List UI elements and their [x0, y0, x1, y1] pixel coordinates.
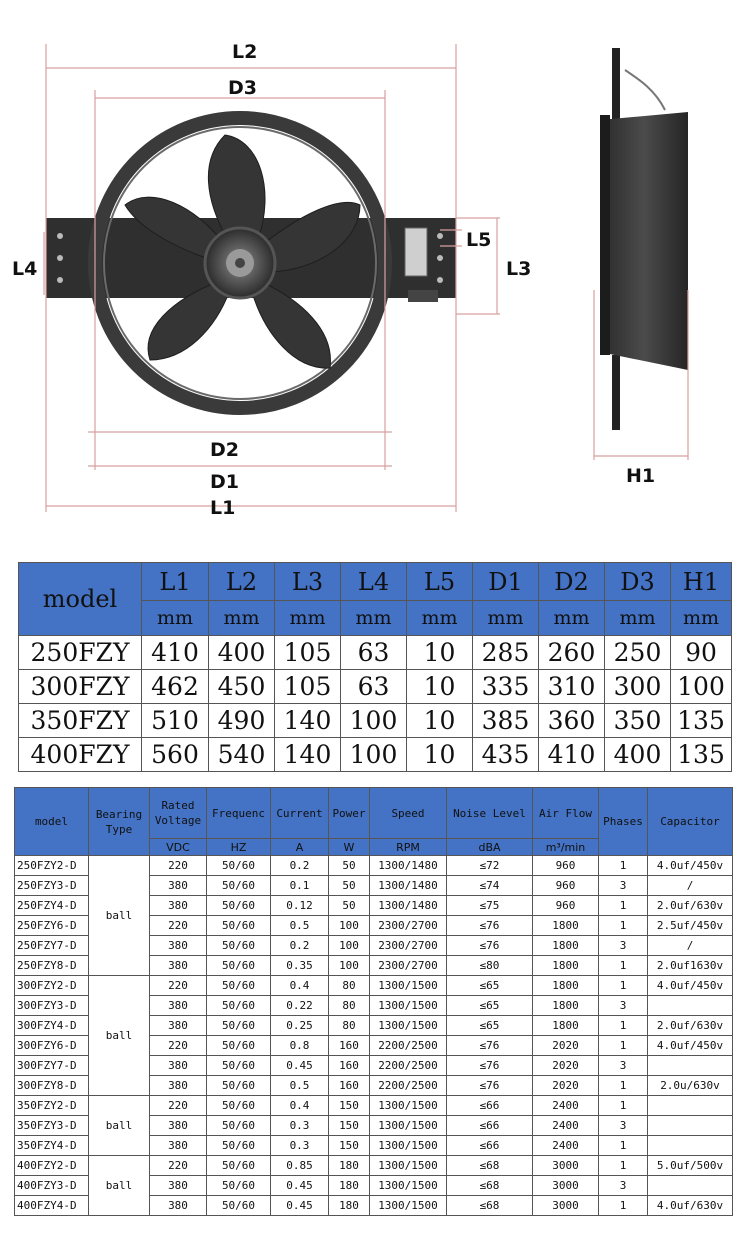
dimensions-table: [18, 562, 732, 772]
spec-value-cell: 3: [599, 1176, 648, 1196]
spec-value-cell: 220: [150, 1036, 207, 1056]
spec-value-cell: 380: [150, 956, 207, 976]
spec-value-cell: ≤76: [447, 936, 533, 956]
dim-value-cell: 105: [275, 636, 341, 670]
spec-value-cell: 4.0uf/450v: [648, 1036, 733, 1056]
spec-value-cell: 1300/1480: [370, 896, 447, 916]
spec-value-cell: 2200/2500: [370, 1076, 447, 1096]
dim-value-cell: 10: [407, 704, 473, 738]
spec-value-cell: 0.85: [271, 1156, 329, 1176]
spec-value-cell: 50/60: [207, 976, 271, 996]
spec-value-cell: 1300/1500: [370, 1016, 447, 1036]
spec-value-cell: 3000: [533, 1196, 599, 1216]
spec-value-cell: 180: [329, 1196, 370, 1216]
dim-value-cell: 300: [605, 670, 671, 704]
spec-value-cell: 0.4: [271, 1096, 329, 1116]
spec-value-cell: ≤66: [447, 1116, 533, 1136]
spec-value-cell: ≤65: [447, 976, 533, 996]
spec-value-cell: 380: [150, 876, 207, 896]
spec-value-cell: 960: [533, 896, 599, 916]
spec-bearing-cell: ball: [89, 856, 150, 976]
spec-unit-current: A: [271, 839, 329, 856]
spec-model-cell: 400FZY3-D: [15, 1176, 89, 1196]
dim-value-cell: 90: [671, 636, 732, 670]
dim-col-header-l4: L4: [341, 563, 407, 601]
dim-col-header-l2: L2: [209, 563, 275, 601]
dim-value-cell: 435: [473, 738, 539, 772]
spec-model-cell: 350FZY4-D: [15, 1136, 89, 1156]
spec-table-row: [15, 1096, 733, 1116]
spec-value-cell: 50/60: [207, 876, 271, 896]
spec-value-cell: 2400: [533, 1136, 599, 1156]
dim-value-cell: 540: [209, 738, 275, 772]
spec-value-cell: 150: [329, 1136, 370, 1156]
spec-value-cell: 380: [150, 1136, 207, 1156]
dim-unit-d2: mm: [539, 601, 605, 636]
dim-value-cell: 135: [671, 738, 732, 772]
label-L2: L2: [232, 41, 258, 63]
spec-value-cell: 1300/1480: [370, 876, 447, 896]
spec-value-cell: ≤66: [447, 1096, 533, 1116]
dim-value-cell: 385: [473, 704, 539, 738]
spec-value-cell: 2300/2700: [370, 936, 447, 956]
spec-value-cell: [648, 1176, 733, 1196]
spec-value-cell: 80: [329, 1016, 370, 1036]
spec-model-cell: 250FZY8-D: [15, 956, 89, 976]
dim-value-cell: 10: [407, 636, 473, 670]
dim-value-cell: 310: [539, 670, 605, 704]
dim-unit-l4: mm: [341, 601, 407, 636]
spec-value-cell: 0.3: [271, 1136, 329, 1156]
dim-col-header-h1: H1: [671, 563, 732, 601]
dim-value-cell: 100: [671, 670, 732, 704]
spec-header-airflow: Air Flow: [533, 788, 599, 839]
spec-value-cell: ≤76: [447, 1036, 533, 1056]
dim-value-cell: 250: [605, 636, 671, 670]
spec-value-cell: 180: [329, 1176, 370, 1196]
dim-value-cell: 350: [605, 704, 671, 738]
terminal-block: [405, 228, 427, 276]
spec-value-cell: 3000: [533, 1176, 599, 1196]
spec-value-cell: 3: [599, 936, 648, 956]
dim-col-header-l1: L1: [142, 563, 209, 601]
dim-unit-d3: mm: [605, 601, 671, 636]
spec-value-cell: 1800: [533, 976, 599, 996]
spec-header-voltage: Rated Voltage: [150, 788, 207, 839]
spec-value-cell: 100: [329, 916, 370, 936]
spec-value-cell: 50/60: [207, 916, 271, 936]
spec-bearing-cell: ball: [89, 1156, 150, 1216]
spec-model-cell: 350FZY2-D: [15, 1096, 89, 1116]
spec-value-cell: 2020: [533, 1036, 599, 1056]
dim-value-cell: 100: [341, 704, 407, 738]
spec-value-cell: 1: [599, 856, 648, 876]
dim-col-header-l3: L3: [275, 563, 341, 601]
spec-value-cell: 220: [150, 856, 207, 876]
dim-value-cell: 400: [605, 738, 671, 772]
spec-value-cell: ≤65: [447, 1016, 533, 1036]
dim-model-cell: 250FZY: [19, 636, 142, 670]
spec-header-noise: Noise Level: [447, 788, 533, 839]
spec-value-cell: 1: [599, 976, 648, 996]
dim-value-cell: 450: [209, 670, 275, 704]
dim-value-cell: 510: [142, 704, 209, 738]
spec-value-cell: 1: [599, 956, 648, 976]
dim-model-cell: 400FZY: [19, 738, 142, 772]
spec-value-cell: 1: [599, 1036, 648, 1056]
spec-value-cell: ≤68: [447, 1176, 533, 1196]
spec-value-cell: 0.2: [271, 936, 329, 956]
spec-value-cell: 50: [329, 876, 370, 896]
label-D1: D1: [210, 471, 239, 493]
spec-value-cell: ≤65: [447, 996, 533, 1016]
fan-side-view: [600, 48, 688, 430]
spec-value-cell: 160: [329, 1076, 370, 1096]
spec-value-cell: 50/60: [207, 1096, 271, 1116]
specs-table: [14, 787, 733, 1216]
dim-table-row: [19, 670, 732, 704]
spec-value-cell: 2300/2700: [370, 916, 447, 936]
dim-unit-l5: mm: [407, 601, 473, 636]
spec-value-cell: 4.0uf/630v: [648, 1196, 733, 1216]
spec-value-cell: 0.35: [271, 956, 329, 976]
dim-value-cell: 105: [275, 670, 341, 704]
spec-unit-noise: dBA: [447, 839, 533, 856]
spec-model-cell: 400FZY2-D: [15, 1156, 89, 1176]
label-H1: H1: [626, 465, 656, 487]
spec-model-cell: 250FZY3-D: [15, 876, 89, 896]
spec-value-cell: 3000: [533, 1156, 599, 1176]
dim-table-row: [19, 738, 732, 772]
dim-model-cell: 350FZY: [19, 704, 142, 738]
spec-value-cell: 1: [599, 916, 648, 936]
dim-value-cell: 560: [142, 738, 209, 772]
spec-model-cell: 400FZY4-D: [15, 1196, 89, 1216]
spec-value-cell: ≤80: [447, 956, 533, 976]
spec-value-cell: 380: [150, 1196, 207, 1216]
dim-unit-d1: mm: [473, 601, 539, 636]
spec-value-cell: 50/60: [207, 1016, 271, 1036]
spec-model-cell: 250FZY4-D: [15, 896, 89, 916]
spec-value-cell: 0.4: [271, 976, 329, 996]
spec-unit-frequency: HZ: [207, 839, 271, 856]
dim-value-cell: 10: [407, 738, 473, 772]
spec-value-cell: 0.2: [271, 856, 329, 876]
spec-value-cell: 50/60: [207, 1196, 271, 1216]
spec-unit-airflow: m³/min: [533, 839, 599, 856]
label-D2: D2: [210, 439, 239, 461]
spec-value-cell: 50: [329, 856, 370, 876]
spec-value-cell: 50: [329, 896, 370, 916]
spec-value-cell: 960: [533, 856, 599, 876]
spec-value-cell: 1800: [533, 1016, 599, 1036]
dim-col-header-d2: D2: [539, 563, 605, 601]
spec-value-cell: 1300/1500: [370, 1176, 447, 1196]
spec-value-cell: 0.12: [271, 896, 329, 916]
spec-value-cell: ≤76: [447, 916, 533, 936]
spec-value-cell: 380: [150, 936, 207, 956]
spec-value-cell: 2.5uf/450v: [648, 916, 733, 936]
spec-value-cell: [648, 1056, 733, 1076]
spec-model-cell: 300FZY3-D: [15, 996, 89, 1016]
spec-value-cell: 1800: [533, 996, 599, 1016]
spec-value-cell: 50/60: [207, 856, 271, 876]
spec-value-cell: 0.25: [271, 1016, 329, 1036]
dim-col-header-d3: D3: [605, 563, 671, 601]
spec-value-cell: 2020: [533, 1076, 599, 1096]
dim-value-cell: 63: [341, 670, 407, 704]
spec-value-cell: ≤76: [447, 1056, 533, 1076]
spec-value-cell: 50/60: [207, 1136, 271, 1156]
spec-model-cell: 350FZY3-D: [15, 1116, 89, 1136]
spec-header-frequency: Frequenc: [207, 788, 271, 839]
spec-value-cell: 2200/2500: [370, 1036, 447, 1056]
spec-value-cell: 1300/1500: [370, 1116, 447, 1136]
spec-value-cell: 2.0uf1630v: [648, 956, 733, 976]
dim-unit-l3: mm: [275, 601, 341, 636]
label-L3: L3: [506, 258, 532, 280]
dim-col-header-d1: D1: [473, 563, 539, 601]
spec-value-cell: 50/60: [207, 996, 271, 1016]
label-L4: L4: [12, 258, 38, 280]
spec-value-cell: 0.3: [271, 1116, 329, 1136]
dim-value-cell: 135: [671, 704, 732, 738]
spec-value-cell: 100: [329, 936, 370, 956]
spec-value-cell: 1: [599, 1136, 648, 1156]
spec-value-cell: 80: [329, 996, 370, 1016]
spec-value-cell: [648, 996, 733, 1016]
spec-value-cell: 50/60: [207, 1156, 271, 1176]
spec-value-cell: 80: [329, 976, 370, 996]
dim-value-cell: 490: [209, 704, 275, 738]
spec-value-cell: 380: [150, 996, 207, 1016]
spec-unit-speed: RPM: [370, 839, 447, 856]
label-L1: L1: [210, 497, 236, 519]
spec-value-cell: 2300/2700: [370, 956, 447, 976]
spec-value-cell: 1300/1500: [370, 1156, 447, 1176]
spec-value-cell: 3: [599, 876, 648, 896]
spec-value-cell: 4.0uf/450v: [648, 976, 733, 996]
dim-model-cell: 300FZY: [19, 670, 142, 704]
spec-value-cell: 2.0u/630v: [648, 1076, 733, 1096]
dim-value-cell: 260: [539, 636, 605, 670]
spec-value-cell: 50/60: [207, 1176, 271, 1196]
dim-value-cell: 140: [275, 704, 341, 738]
spec-value-cell: 0.45: [271, 1196, 329, 1216]
spec-header-bearing: Bearing Type: [89, 788, 150, 856]
spec-model-cell: 300FZY7-D: [15, 1056, 89, 1076]
spec-value-cell: ≤74: [447, 876, 533, 896]
spec-value-cell: 1800: [533, 916, 599, 936]
dim-value-cell: 285: [473, 636, 539, 670]
spec-header-phases: Phases: [599, 788, 648, 856]
spec-model-cell: 250FZY7-D: [15, 936, 89, 956]
spec-value-cell: 0.22: [271, 996, 329, 1016]
dim-value-cell: 140: [275, 738, 341, 772]
spec-value-cell: ≤66: [447, 1136, 533, 1156]
spec-value-cell: 0.45: [271, 1176, 329, 1196]
spec-value-cell: ≤75: [447, 896, 533, 916]
dim-value-cell: 400: [209, 636, 275, 670]
spec-value-cell: 1: [599, 1096, 648, 1116]
spec-value-cell: 220: [150, 1156, 207, 1176]
spec-value-cell: 5.0uf/500v: [648, 1156, 733, 1176]
spec-value-cell: 50/60: [207, 896, 271, 916]
dim-value-cell: 100: [341, 738, 407, 772]
spec-unit-power: W: [329, 839, 370, 856]
spec-value-cell: 180: [329, 1156, 370, 1176]
spec-value-cell: [648, 1116, 733, 1136]
spec-value-cell: 50/60: [207, 1116, 271, 1136]
spec-value-cell: 50/60: [207, 1036, 271, 1056]
spec-model-cell: 300FZY6-D: [15, 1036, 89, 1056]
spec-value-cell: 1: [599, 1016, 648, 1036]
spec-table-row: [15, 856, 733, 876]
label-L5: L5: [466, 229, 492, 251]
spec-value-cell: 1300/1500: [370, 1096, 447, 1116]
spec-value-cell: 220: [150, 916, 207, 936]
spec-value-cell: ≤68: [447, 1156, 533, 1176]
dim-value-cell: 335: [473, 670, 539, 704]
spec-value-cell: 150: [329, 1096, 370, 1116]
spec-value-cell: ≤76: [447, 1076, 533, 1096]
spec-value-cell: ≤72: [447, 856, 533, 876]
spec-value-cell: 160: [329, 1056, 370, 1076]
spec-value-cell: 0.45: [271, 1056, 329, 1076]
spec-value-cell: 50/60: [207, 1056, 271, 1076]
dim-value-cell: 360: [539, 704, 605, 738]
spec-value-cell: 2.0uf/630v: [648, 1016, 733, 1036]
dim-unit-h1: mm: [671, 601, 732, 636]
spec-value-cell: 380: [150, 1176, 207, 1196]
dim-value-cell: 10: [407, 670, 473, 704]
dim-unit-l2: mm: [209, 601, 275, 636]
spec-value-cell: 100: [329, 956, 370, 976]
spec-value-cell: 1300/1500: [370, 1136, 447, 1156]
spec-value-cell: 380: [150, 1076, 207, 1096]
spec-header-power: Power: [329, 788, 370, 839]
spec-value-cell: 1: [599, 1076, 648, 1096]
spec-value-cell: 1: [599, 896, 648, 916]
spec-table-row: [15, 976, 733, 996]
spec-value-cell: ≤68: [447, 1196, 533, 1216]
spec-value-cell: 1: [599, 1156, 648, 1176]
spec-header-speed: Speed: [370, 788, 447, 839]
dim-table-row: [19, 636, 732, 670]
spec-value-cell: 50/60: [207, 936, 271, 956]
spec-model-cell: 300FZY2-D: [15, 976, 89, 996]
spec-value-cell: 2020: [533, 1056, 599, 1076]
spec-bearing-cell: ball: [89, 976, 150, 1096]
spec-value-cell: 1800: [533, 956, 599, 976]
spec-value-cell: 960: [533, 876, 599, 896]
spec-value-cell: [648, 1096, 733, 1116]
spec-value-cell: 3: [599, 996, 648, 1016]
spec-model-cell: 300FZY8-D: [15, 1076, 89, 1096]
spec-value-cell: 50/60: [207, 1076, 271, 1096]
spec-value-cell: 0.1: [271, 876, 329, 896]
dim-model-header: model: [19, 563, 142, 636]
label-D3: D3: [228, 77, 257, 99]
dim-unit-l1: mm: [142, 601, 209, 636]
spec-value-cell: 1: [599, 1196, 648, 1216]
spec-value-cell: 220: [150, 1096, 207, 1116]
spec-model-cell: 250FZY2-D: [15, 856, 89, 876]
dim-value-cell: 63: [341, 636, 407, 670]
spec-header-capacitor: Capacitor: [648, 788, 733, 856]
spec-value-cell: 50/60: [207, 956, 271, 976]
spec-value-cell: 160: [329, 1036, 370, 1056]
spec-value-cell: 1300/1480: [370, 856, 447, 876]
spec-value-cell: /: [648, 936, 733, 956]
spec-model-cell: 300FZY4-D: [15, 1016, 89, 1036]
spec-value-cell: 2.0uf/630v: [648, 896, 733, 916]
spec-value-cell: 3: [599, 1116, 648, 1136]
spec-unit-voltage: VDC: [150, 839, 207, 856]
dim-col-header-l5: L5: [407, 563, 473, 601]
spec-value-cell: 150: [329, 1116, 370, 1136]
spec-value-cell: 2200/2500: [370, 1056, 447, 1076]
spec-header-model: model: [15, 788, 89, 856]
spec-model-cell: 250FZY6-D: [15, 916, 89, 936]
spec-value-cell: 220: [150, 976, 207, 996]
spec-value-cell: [648, 1136, 733, 1156]
dim-table-row: [19, 704, 732, 738]
spec-bearing-cell: ball: [89, 1096, 150, 1156]
spec-value-cell: 0.8: [271, 1036, 329, 1056]
spec-value-cell: 3: [599, 1056, 648, 1076]
dim-value-cell: 462: [142, 670, 209, 704]
spec-value-cell: 380: [150, 1116, 207, 1136]
spec-table-row: [15, 1156, 733, 1176]
spec-value-cell: 0.5: [271, 916, 329, 936]
spec-value-cell: 380: [150, 896, 207, 916]
spec-value-cell: 380: [150, 1016, 207, 1036]
spec-value-cell: 4.0uf/450v: [648, 856, 733, 876]
spec-header-current: Current: [271, 788, 329, 839]
spec-value-cell: 380: [150, 1056, 207, 1076]
fan-dimension-drawing: [0, 0, 750, 540]
spec-value-cell: 2400: [533, 1096, 599, 1116]
dim-value-cell: 410: [539, 738, 605, 772]
spec-value-cell: 0.5: [271, 1076, 329, 1096]
spec-value-cell: 1300/1500: [370, 996, 447, 1016]
spec-value-cell: 1800: [533, 936, 599, 956]
dim-value-cell: 410: [142, 636, 209, 670]
spec-value-cell: 1300/1500: [370, 976, 447, 996]
spec-value-cell: /: [648, 876, 733, 896]
spec-value-cell: 2400: [533, 1116, 599, 1136]
spec-value-cell: 1300/1500: [370, 1196, 447, 1216]
